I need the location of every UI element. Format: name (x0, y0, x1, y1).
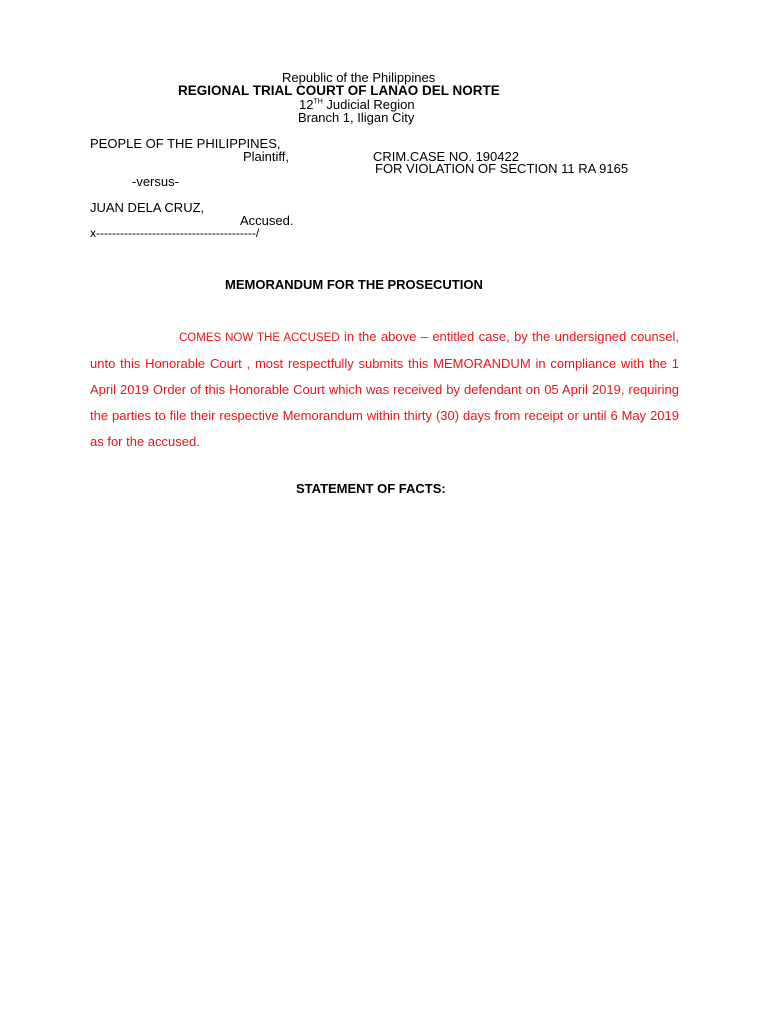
paragraph-lead: COMES NOW THE ACCUSED (179, 332, 340, 344)
paragraph-text: in the above – entitled case, by the undersigned counsel, unto this Honorable Court , most respectfully submits this MEMORANDUM in compliance with the 1 April 2019 Order of this Honorable Court which was received by defendant on 05 April 2019, requiring the parties to file their respective Memorandum within thirty (30) days from receipt or until 6 May 2019 as for the accused. (90, 329, 679, 449)
section-heading: STATEMENT OF FACTS: (296, 481, 446, 496)
document-title: MEMORANDUM FOR THE PROSECUTION (225, 277, 483, 292)
accused-role: Accused. (240, 213, 294, 228)
republic-line: Republic of the Philippines (282, 70, 436, 85)
accused-name: JUAN DELA CRUZ, (90, 200, 205, 215)
plaintiff-role: Plaintiff, (243, 149, 290, 164)
region-number: 12 (299, 97, 314, 112)
region-text: Judicial Region (322, 97, 415, 112)
caption-separator: x----------------------------------------/ (90, 226, 260, 240)
versus-line: -versus- (132, 174, 179, 189)
plaintiff-name: PEOPLE OF THE PHILIPPINES, (90, 136, 281, 151)
body-paragraph (90, 324, 679, 455)
branch-line: Branch 1, Iligan City (298, 110, 415, 125)
violation-line: FOR VIOLATION OF SECTION 11 RA 9165 (375, 161, 629, 176)
court-name: REGIONAL TRIAL COURT OF LANAO DEL NORTE (178, 83, 500, 98)
region-ordinal-suffix: TH (313, 98, 323, 106)
case-number: CRIM.CASE NO. 190422 (373, 149, 519, 164)
